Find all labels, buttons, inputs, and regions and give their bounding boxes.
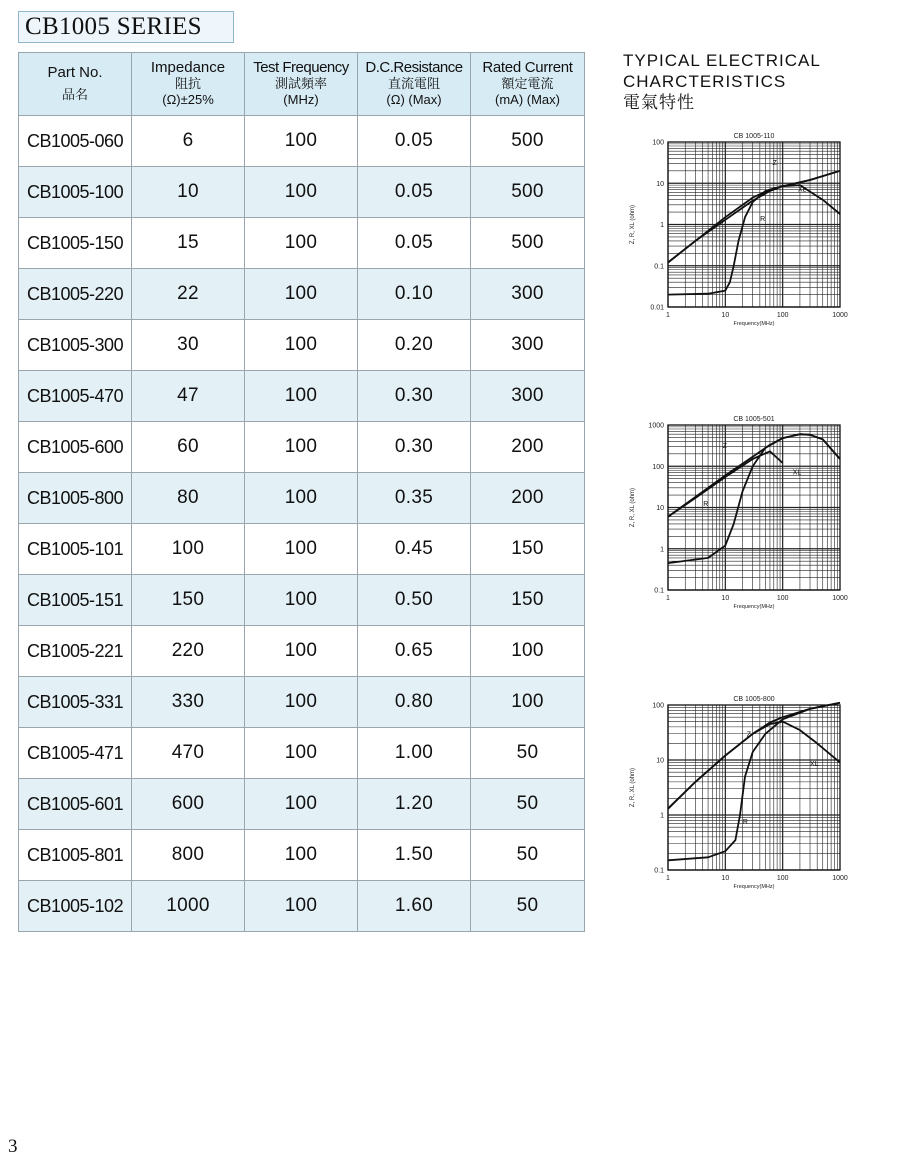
header-rated-current-zh: 額定電流 [501, 76, 554, 91]
cell-part-no: CB1005-331 [19, 677, 132, 728]
table-row [19, 269, 585, 320]
y-tick-label: 100 [652, 463, 664, 471]
plot-frame [668, 705, 840, 870]
series-label-z: Z [746, 731, 751, 739]
y-tick-label: 1 [660, 546, 664, 554]
cell-dc-resistance: 0.35 [358, 473, 471, 524]
chart-svg-cb1005-501 [612, 410, 862, 625]
header-test-frequency-en: Test Frequency [253, 59, 349, 76]
cell-test-frequency: 100 [245, 524, 358, 575]
cell-dc-resistance: 0.50 [358, 575, 471, 626]
cell-rated-current: 150 [471, 524, 585, 575]
x-axis-label: Frequency(MHz) [733, 604, 775, 610]
side-title [623, 50, 821, 113]
cell-part-no: CB1005-060 [19, 116, 132, 167]
cell-impedance: 220 [132, 626, 245, 677]
table-row [19, 218, 585, 269]
cell-dc-resistance: 0.05 [358, 218, 471, 269]
cell-part-no: CB1005-150 [19, 218, 132, 269]
cell-rated-current: 300 [471, 320, 585, 371]
cell-dc-resistance: 1.50 [358, 830, 471, 881]
header-impedance-unit: (Ω)±25% [162, 92, 214, 107]
cell-test-frequency: 100 [245, 779, 358, 830]
series-label-z: Z [722, 443, 727, 451]
x-axis-label: Frequency(MHz) [733, 884, 775, 890]
table-row [19, 626, 585, 677]
cell-dc-resistance: 0.65 [358, 626, 471, 677]
page-number: 3 [8, 1136, 18, 1157]
cell-rated-current: 200 [471, 473, 585, 524]
cell-impedance: 47 [132, 371, 245, 422]
y-tick-label: 10 [656, 180, 664, 188]
y-axis-label: Z, R, XL (ohm) [630, 487, 636, 528]
y-axis-label: Z, R, XL (ohm) [630, 767, 636, 808]
table-row [19, 524, 585, 575]
cell-rated-current: 100 [471, 677, 585, 728]
y-tick-label: 0.01 [650, 304, 664, 312]
cell-part-no: CB1005-471 [19, 728, 132, 779]
y-tick-label: 100 [652, 702, 664, 710]
header-part-no-en: Part No. [47, 64, 103, 81]
cell-impedance: 30 [132, 320, 245, 371]
cell-impedance: 330 [132, 677, 245, 728]
cell-impedance: 800 [132, 830, 245, 881]
cell-impedance: 22 [132, 269, 245, 320]
cell-impedance: 80 [132, 473, 245, 524]
series-label-xl: XL [809, 761, 819, 769]
cell-part-no: CB1005-470 [19, 371, 132, 422]
table-row [19, 371, 585, 422]
chart-cb1005-501 [612, 410, 862, 625]
header-impedance-zh: 阻抗 [174, 76, 201, 91]
table-row [19, 167, 585, 218]
cell-impedance: 60 [132, 422, 245, 473]
cell-test-frequency: 100 [245, 218, 358, 269]
y-axis-label: Z, R, XL (ohm) [630, 204, 636, 245]
cell-rated-current: 50 [471, 881, 585, 932]
cell-rated-current: 50 [471, 779, 585, 830]
cell-impedance: 10 [132, 167, 245, 218]
cell-rated-current: 150 [471, 575, 585, 626]
y-tick-label: 10 [656, 505, 664, 512]
cell-rated-current: 500 [471, 116, 585, 167]
cell-dc-resistance: 0.10 [358, 269, 471, 320]
table-row [19, 320, 585, 371]
header-part-no [19, 53, 132, 116]
cell-part-no: CB1005-220 [19, 269, 132, 320]
header-test-frequency-unit: (MHz) [283, 92, 319, 107]
y-tick-label: 0.1 [654, 587, 664, 595]
cell-impedance: 100 [132, 524, 245, 575]
x-axis-label: Frequency(MHz) [733, 321, 775, 327]
cell-test-frequency: 100 [245, 422, 358, 473]
cell-dc-resistance: 0.05 [358, 167, 471, 218]
spec-table [18, 52, 585, 932]
x-tick-label: 10 [721, 875, 730, 882]
cell-part-no: CB1005-151 [19, 575, 132, 626]
x-tick-label: 1 [666, 595, 670, 602]
series-line-z [668, 171, 840, 263]
cell-dc-resistance: 0.45 [358, 524, 471, 575]
cell-rated-current: 200 [471, 422, 585, 473]
header-dc-resistance-zh: 直流電阻 [387, 76, 440, 91]
cell-test-frequency: 100 [245, 677, 358, 728]
series-label-r: R [703, 500, 709, 508]
cell-test-frequency: 100 [245, 728, 358, 779]
header-rated-current-en: Rated Current [482, 59, 573, 76]
cell-rated-current: 50 [471, 830, 585, 881]
cell-part-no: CB1005-800 [19, 473, 132, 524]
x-tick-label: 10 [721, 595, 730, 602]
y-tick-label: 10 [656, 757, 664, 765]
series-line-z [668, 703, 840, 809]
cell-dc-resistance: 0.30 [358, 422, 471, 473]
cell-test-frequency: 100 [245, 320, 358, 371]
cell-test-frequency: 100 [245, 167, 358, 218]
chart-cb1005-110 [612, 127, 862, 342]
cell-dc-resistance: 0.05 [358, 116, 471, 167]
chart-svg-cb1005-110 [612, 127, 862, 342]
side-title-zh: 電氣特性 [623, 93, 695, 112]
cell-part-no: CB1005-100 [19, 167, 132, 218]
cell-impedance: 1000 [132, 881, 245, 932]
x-tick-label: 100 [776, 875, 789, 882]
x-tick-label: 1 [666, 875, 670, 882]
y-tick-label: 0.1 [654, 867, 664, 875]
chart-title: CB 1005-501 [733, 416, 775, 423]
table-row [19, 728, 585, 779]
spec-table-body [19, 116, 585, 932]
header-part-no-zh: 品名 [61, 87, 88, 102]
cell-rated-current: 300 [471, 371, 585, 422]
x-tick-label: 1000 [832, 875, 848, 882]
cell-impedance: 15 [132, 218, 245, 269]
side-title-line1: TYPICAL ELECTRICAL [623, 51, 821, 70]
cell-dc-resistance: 0.30 [358, 371, 471, 422]
chart-title: CB 1005-110 [733, 133, 775, 140]
cell-dc-resistance: 0.80 [358, 677, 471, 728]
cell-part-no: CB1005-102 [19, 881, 132, 932]
cell-impedance: 150 [132, 575, 245, 626]
cell-test-frequency: 100 [245, 116, 358, 167]
table-row [19, 473, 585, 524]
header-dc-resistance-unit: (Ω) (Max) [386, 92, 442, 107]
cell-part-no: CB1005-101 [19, 524, 132, 575]
cell-test-frequency: 100 [245, 626, 358, 677]
cell-dc-resistance: 1.20 [358, 779, 471, 830]
side-title-line2: CHARCTERISTICS [623, 72, 787, 91]
chart-grid [668, 705, 840, 870]
series-label-xl: XL [797, 186, 807, 194]
series-label-r: R [760, 216, 766, 224]
cell-rated-current: 300 [471, 269, 585, 320]
x-tick-label: 100 [776, 595, 789, 602]
header-dc-resistance [358, 53, 471, 116]
chart-svg-cb1005-800 [612, 690, 862, 905]
cell-test-frequency: 100 [245, 269, 358, 320]
series-label-z: Z [772, 160, 777, 168]
cell-impedance: 6 [132, 116, 245, 167]
cell-test-frequency: 100 [245, 371, 358, 422]
table-row [19, 422, 585, 473]
cell-part-no: CB1005-601 [19, 779, 132, 830]
table-row [19, 779, 585, 830]
y-tick-label: 100 [652, 139, 664, 147]
cell-test-frequency: 100 [245, 575, 358, 626]
header-rated-current-unit: (mA) (Max) [495, 92, 560, 107]
y-tick-label: 0.1 [654, 263, 664, 271]
cell-test-frequency: 100 [245, 830, 358, 881]
table-row [19, 575, 585, 626]
x-tick-label: 1000 [832, 595, 848, 602]
cell-dc-resistance: 0.20 [358, 320, 471, 371]
chart-grid [668, 425, 840, 590]
table-row [19, 116, 585, 167]
cell-dc-resistance: 1.60 [358, 881, 471, 932]
y-tick-label: 1 [660, 812, 664, 820]
x-tick-label: 1000 [832, 312, 848, 319]
y-tick-label: 1 [660, 222, 664, 229]
header-dc-resistance-en: D.C.Resistance [365, 59, 463, 76]
cell-part-no: CB1005-300 [19, 320, 132, 371]
cell-impedance: 470 [132, 728, 245, 779]
header-test-frequency [245, 53, 358, 116]
chart-grid [668, 142, 840, 307]
cell-part-no: CB1005-801 [19, 830, 132, 881]
header-impedance [132, 53, 245, 116]
series-title: CB1005 SERIES [18, 11, 234, 43]
chart-title: CB 1005-800 [733, 696, 775, 703]
cell-rated-current: 500 [471, 167, 585, 218]
y-tick-label: 1000 [648, 422, 664, 430]
cell-test-frequency: 100 [245, 881, 358, 932]
cell-part-no: CB1005-221 [19, 626, 132, 677]
cell-impedance: 600 [132, 779, 245, 830]
table-row [19, 830, 585, 881]
cell-test-frequency: 100 [245, 473, 358, 524]
cell-rated-current: 500 [471, 218, 585, 269]
cell-dc-resistance: 1.00 [358, 728, 471, 779]
table-header-row [19, 53, 585, 116]
header-test-frequency-zh: 測試頻率 [274, 76, 327, 91]
x-tick-label: 100 [776, 312, 789, 319]
series-label-r: R [742, 818, 748, 826]
cell-rated-current: 50 [471, 728, 585, 779]
header-rated-current [471, 53, 585, 116]
header-impedance-en: Impedance [150, 59, 226, 76]
chart-cb1005-800 [612, 690, 862, 905]
cell-part-no: CB1005-600 [19, 422, 132, 473]
x-tick-label: 10 [721, 312, 730, 319]
table-row [19, 677, 585, 728]
series-label-xl: XL [792, 469, 802, 477]
table-row [19, 881, 585, 932]
x-tick-label: 1 [666, 312, 670, 319]
cell-rated-current: 100 [471, 626, 585, 677]
